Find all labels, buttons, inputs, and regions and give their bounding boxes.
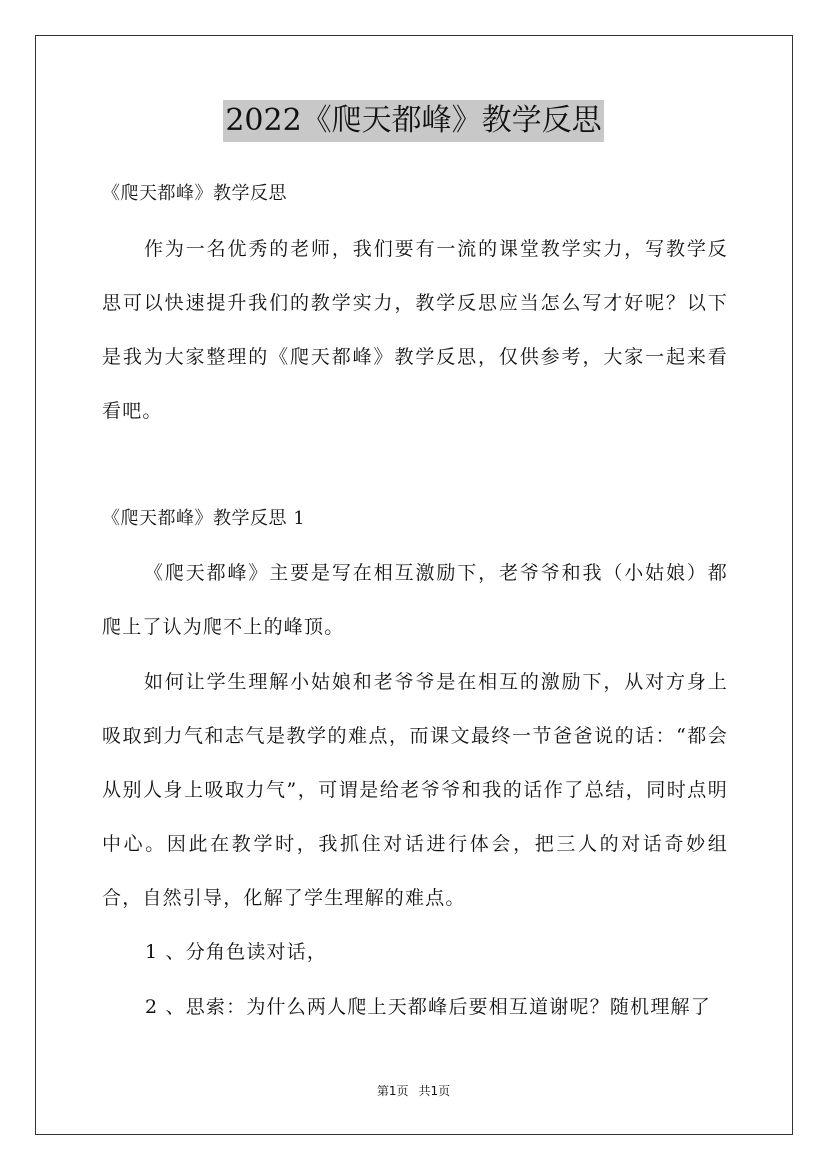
page-number-current: 第1页 — [376, 1084, 409, 1098]
list-item-1: 1 、分角色读对话， — [145, 941, 328, 963]
document-title: 2022《爬天都峰》教学反思 — [223, 100, 603, 142]
list-item-2: 2 、思索：为什么两人爬上天都峰后要相互道谢呢？随机理解了 — [145, 996, 711, 1018]
page-footer — [0, 1083, 827, 1099]
section1-paragraph-1: 《爬天都峰》主要是写在相互激励下，老爷爷和我（小姑娘）都爬上了认为爬不上的峰顶。 — [102, 562, 728, 638]
document-subtitle: 《爬天都峰》教学反思 — [102, 183, 287, 204]
title-container — [0, 100, 827, 142]
section1-paragraph-2: 如何让学生理解小姑娘和老爷爷是在相互的激励下，从对方身上吸取到力气和志气是教学的难点，而课文最终一节爸爸说的话：“都会从别人身上吸取力气”，可谓是给老爷爷和我的话作了总结，同时点明中心。因此在教学时，我抓住对话进行体会，把三人的对话奇妙组合，自然引导，化解了学生理解的难点。 — [102, 671, 728, 909]
section-heading-1: 《爬天都峰》教学反思 1 — [102, 508, 306, 529]
page-number-total: 共1页 — [418, 1084, 451, 1098]
intro-paragraph: 作为一名优秀的老师，我们要有一流的课堂教学实力，写教学反思可以快速提升我们的教学实力，教学反思应当怎么写才好呢？以下是我为大家整理的《爬天都峰》教学反思，仅供参考，大家一起来看看吧。 — [102, 238, 728, 422]
